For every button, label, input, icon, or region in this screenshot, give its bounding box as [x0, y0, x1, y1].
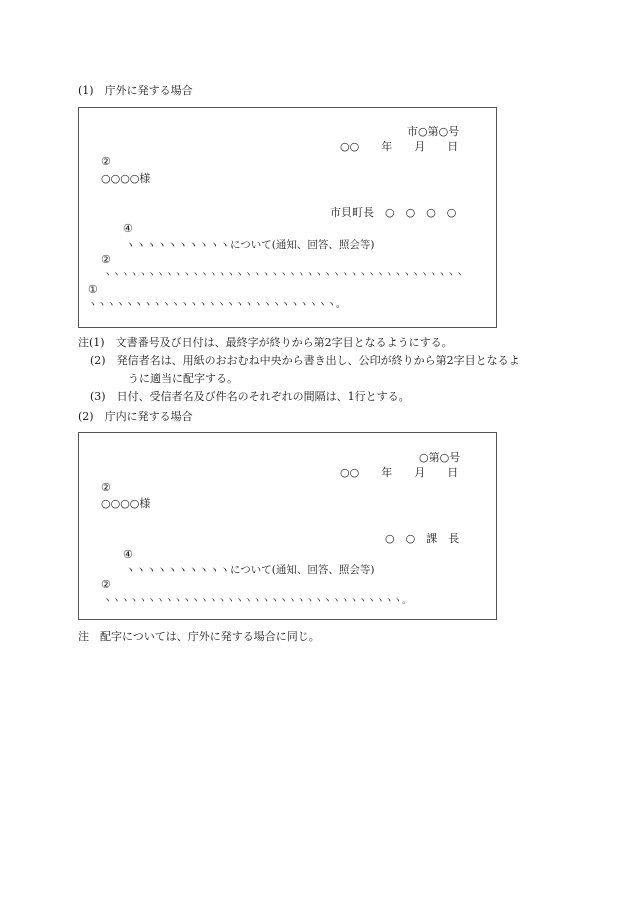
section2-addressee: ○○○○様: [101, 497, 151, 510]
section2-note: 注 配字については、庁外に発する場合に同じ。: [78, 630, 320, 643]
section1-marker-addressee: ②: [101, 155, 111, 168]
section1-body-line2: ヽヽヽヽヽヽヽヽヽヽヽヽヽヽヽヽヽヽヽヽヽヽヽヽヽヽヽ。: [88, 299, 346, 310]
section1-note-2b: うに適当に配字する。: [128, 372, 238, 385]
section2-sender: ○ ○ 課 長: [385, 532, 460, 545]
section2-subject: ヽヽヽヽヽヽヽヽヽヽについて(通知、回答、照会等): [125, 564, 375, 576]
section1-note-2a: (2) 発信者名は、用紙のおおむね中央から書き出し、公印が終りから第2字目となるよ: [90, 354, 520, 367]
section1-marker-body2: ①: [88, 283, 98, 296]
section2-date: ○○ 年 月 日: [340, 466, 459, 479]
section2-body-line1: ヽヽヽヽヽヽヽヽヽヽヽヽヽヽヽヽヽヽヽヽヽヽヽヽヽヽヽヽヽヽヽヽヽヽ。: [103, 596, 411, 606]
section2-marker-body1: ②: [101, 578, 111, 591]
section1-addressee: ○○○○様: [101, 172, 151, 185]
section2-doc-number: ○第○号: [419, 451, 461, 464]
section1-date: ○○ 年 月 日: [340, 140, 459, 153]
section1-subject: ヽヽヽヽヽヽヽヽヽヽについて(通知、回答、照会等): [125, 239, 375, 251]
section1-heading: (1) 庁外に発する場合: [78, 84, 193, 97]
section1-body-line1: ヽヽヽヽヽヽヽヽヽヽヽヽヽヽヽヽヽヽヽヽヽヽヽヽヽヽヽヽヽヽヽヽヽヽヽヽヽヽヽヽヽ: [103, 270, 464, 280]
section1-marker-subject: ④: [123, 222, 133, 235]
section1-doc-number: 市○第○号: [407, 125, 460, 138]
section2-marker-subject: ④: [123, 548, 133, 561]
section1-marker-body1: ②: [101, 253, 111, 266]
section1-note-3: (3) 日付、受信者名及び件名のそれぞれの間隔は、1行とする。: [90, 390, 410, 403]
section1-sender: 市貝町長 ○ ○ ○ ○: [330, 206, 457, 219]
section2-heading: (2) 庁内に発する場合: [78, 410, 193, 423]
section2-marker-addressee: ②: [101, 481, 111, 494]
section1-note-1: 注(1) 文書番号及び日付は、最終字が終りから第2字目となるようにする。: [78, 336, 453, 349]
